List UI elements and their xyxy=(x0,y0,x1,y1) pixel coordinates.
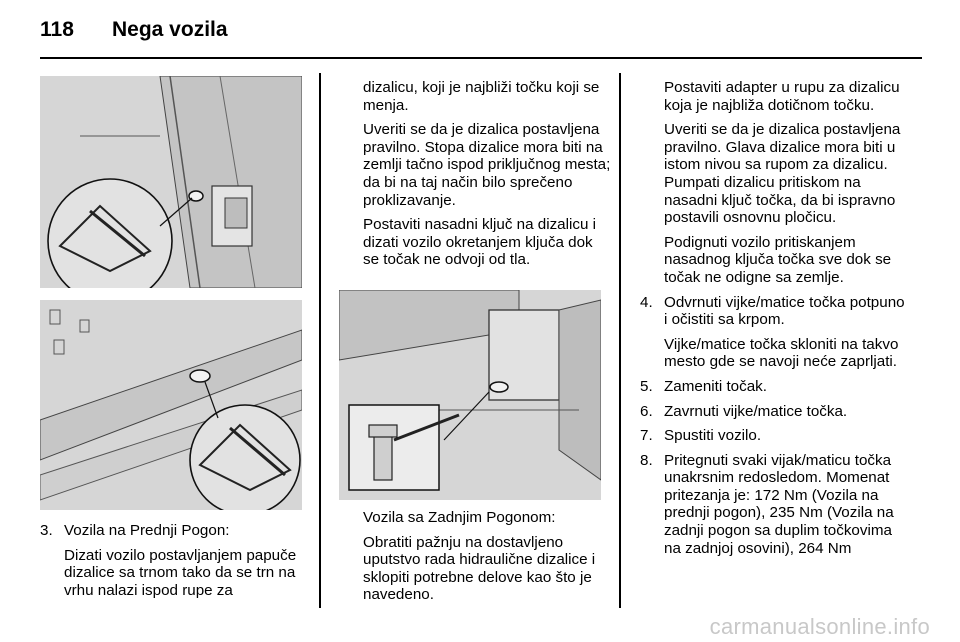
paragraph: Uveriti se da je dizalica postavljena pravilno. Glava dizalice mora biti u istom nivou sa rupom za dizalicu. Pumpati dizalicu pritiskom na nasadni ključ točka, da bi ispravno postavili osnovnu pločicu. xyxy=(664,121,901,227)
paragraph: Obratiti pažnju na dostavljeno uputstvo rada hidraulične dizalice i sklopiti potrebne delove kao što je navedeno. xyxy=(363,533,596,604)
page-number: 118 xyxy=(40,18,74,41)
figure-underside-jack-point xyxy=(40,300,302,510)
page-header xyxy=(40,18,920,58)
subheading: Vozila sa Zadnjim Pogonom: xyxy=(363,509,556,526)
column-divider-1 xyxy=(319,73,321,608)
paragraph: Postaviti adapter u rupu za dizalicu koja je najbliža dotičnom točku. xyxy=(664,79,900,114)
list-item-text: Odvrnuti vijke/matice točka potpuno i očistiti sa krpom. xyxy=(664,293,905,329)
column-2-text-bottom xyxy=(363,509,611,611)
list-item xyxy=(640,378,906,396)
column-2-text-top xyxy=(363,79,611,276)
paragraph: Podignuti vozilo pritiskanjem nasadnog ključa točka sve dok se točak ne odigne sa zemlje. xyxy=(664,233,892,286)
paragraph: dizalicu, koji je najbliži točku koji se menja. xyxy=(363,79,600,114)
figure-hydraulic-jack xyxy=(339,290,601,500)
section-title: Nega vozila xyxy=(112,18,228,41)
column-divider-2 xyxy=(619,73,621,608)
list-number: 4. xyxy=(640,293,653,311)
figure-front-jack-point xyxy=(40,76,302,288)
paragraph: Postaviti nasadni ključ na dizalicu i dizati vozilo okretanjem ključa dok se točak ne odvoji od tla. xyxy=(363,216,596,269)
watermark: carmanualsonline.info xyxy=(709,614,930,639)
list-item-text: Zameniti točak. xyxy=(664,377,767,395)
paragraph: Uveriti se da je dizalica postavljena pravilno. Stopa dizalice mora biti na zemlji tačno ispod priključnog mesta; da bi na taj način bilo sprečeno proklizavanje. xyxy=(363,121,611,209)
list-number: 5. xyxy=(640,377,653,395)
list-item-title: Vozila na Prednji Pogon: xyxy=(64,522,230,539)
list-item-text: Pritegnuti svaki vijak/maticu točka unakrsnim redosledom. Momenat pritezanja je: 172 Nm (Vozila na prednji pogon), 235 Nm (Vozila na zadnji pogon sa duplim točkovima na zadnjoj osovini), 264 Nm xyxy=(664,451,894,557)
list-number: 3. xyxy=(40,522,53,539)
list-item-body: Dizati vozilo postavljanjem papuče dizalice sa trnom tako da se trn na vrhu nalazi ispod rupe za xyxy=(64,546,297,599)
list-item xyxy=(640,427,906,445)
list-item-text: Vijke/matice točka skloniti na takvo mesto gde se navoji neće zaprljati. xyxy=(664,335,899,371)
list-item-text: Spustiti vozilo. xyxy=(664,427,762,445)
list-number: 6. xyxy=(640,402,653,420)
list-number: 7. xyxy=(640,427,653,445)
list-item xyxy=(640,452,906,558)
column-1-text xyxy=(40,522,310,606)
list-item-text: Zavrnuti vijke/matice točka. xyxy=(664,402,848,420)
header-rule xyxy=(40,57,922,59)
list-number: 8. xyxy=(640,451,653,469)
column-3-text xyxy=(640,79,906,564)
list-item xyxy=(640,403,906,421)
list-item xyxy=(640,294,906,371)
list-item xyxy=(40,522,310,599)
